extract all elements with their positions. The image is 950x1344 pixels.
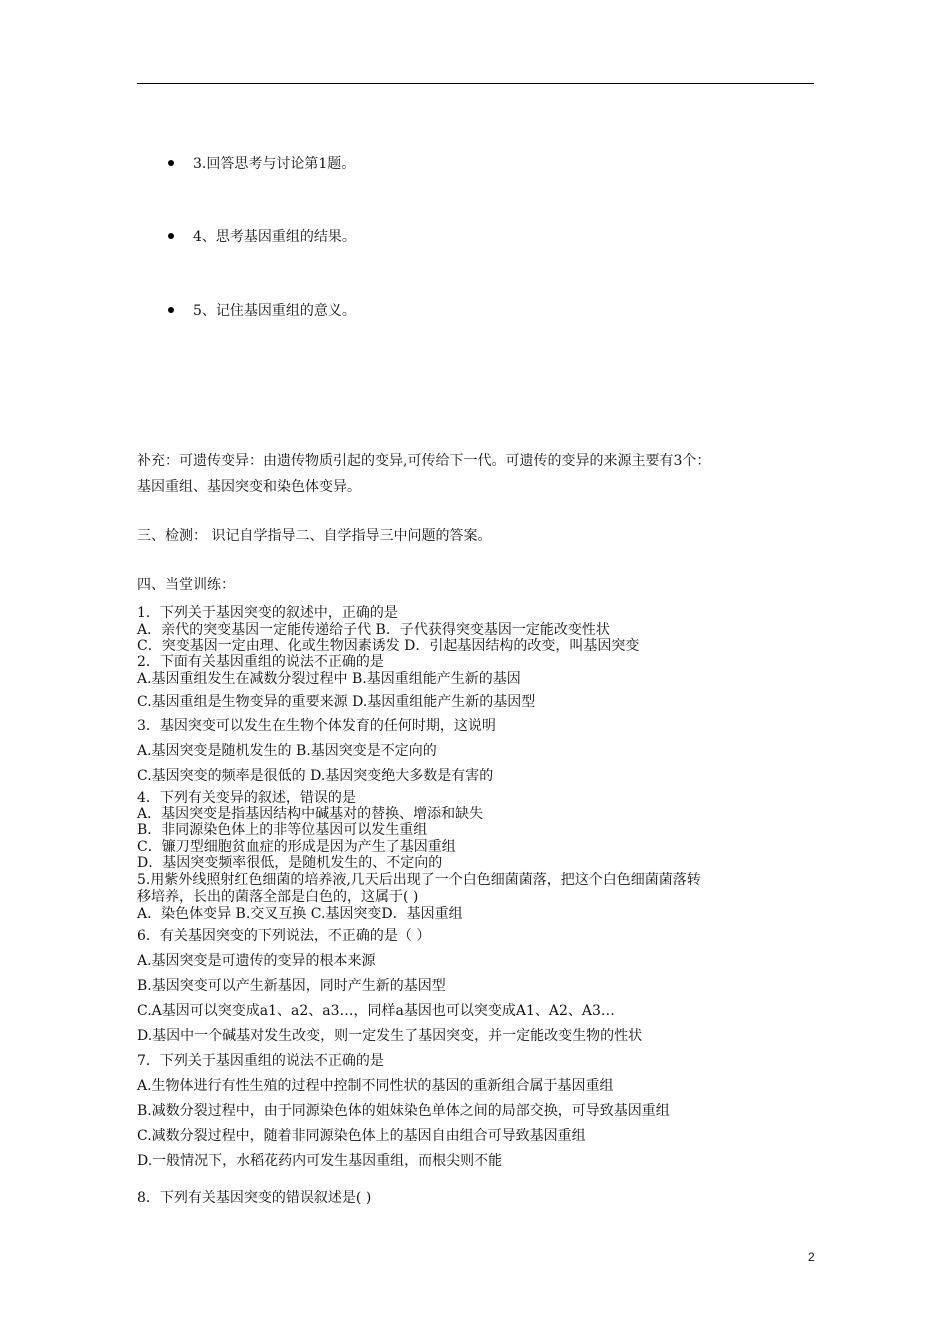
bullet-text: 5、记住基因重组的意义。	[193, 303, 356, 319]
question-option: D．基因突变频率很低，是随机发生的、不定向的	[137, 855, 443, 871]
section-heading: 四、当堂训练：	[137, 577, 235, 593]
bullet-item	[168, 228, 356, 246]
page-number: 2	[808, 1250, 815, 1264]
question-stem: 4．下列有关变异的叙述，错误的是	[137, 790, 356, 806]
question-option: B.减数分裂过程中，由于同源染色体的姐妹染色单体之间的局部交换，可导致基因重组	[137, 1103, 670, 1119]
question-option: C.A基因可以突变成a1、a2、a3…，同样a基因也可以突变成A1、A2、A3…	[137, 1003, 615, 1019]
question-option: A.生物体进行有性生殖的过程中控制不同性状的基因的重新组合属于基因重组	[137, 1078, 614, 1094]
question-option: C．突变基因一定由理、化或生物因素诱发 D．引起基因结构的改变，叫基因突变	[137, 638, 640, 654]
question-option: C.基因突变的频率是很低的 D.基因突变绝大多数是有害的	[137, 768, 494, 784]
question-option: A．染色体变异 B.交叉互换 C.基因突变D．基因重组	[137, 906, 463, 922]
bullet-text: 4、思考基因重组的结果。	[193, 229, 356, 245]
bullet-dot-icon	[168, 307, 174, 313]
bullet-text: 3.回答思考与讨论第1题。	[193, 156, 356, 172]
question-option: D.一般情况下，水稻花药内可发生基因重组，而根尖则不能	[137, 1153, 503, 1169]
question-stem: 3．基因突变可以发生在生物个体发育的任何时期，这说明	[137, 718, 496, 734]
bullet-dot-icon	[168, 233, 174, 239]
question-option: C.减数分裂过程中，随着非同源染色体上的基因自由组合可导致基因重组	[137, 1128, 586, 1144]
question-option: B．非同源染色体上的非等位基因可以发生重组	[137, 822, 428, 838]
question-option: A.基因突变是随机发生的 B.基因突变是不定向的	[137, 743, 437, 759]
question-option: D.基因中一个碱基对发生改变，则一定发生了基因突变，并一定能改变生物的性状	[137, 1028, 643, 1044]
question-stem: 5.用紫外线照射红色细菌的培养液,几天后出现了一个白色细菌菌落，把这个白色细菌菌落转	[137, 872, 701, 888]
question-stem: 8．下列有关基因突变的错误叙述是( )	[137, 1190, 372, 1206]
question-stem: 6．有关基因突变的下列说法，不正确的是（ ）	[137, 928, 431, 944]
question-option: C．镰刀型细胞贫血症的形成是因为产生了基因重组	[137, 839, 456, 855]
question-option: B.基因突变可以产生新基因，同时产生新的基因型	[137, 978, 446, 994]
question-option: A.基因突变是可遗传的变异的根本来源	[137, 953, 376, 969]
bullet-item	[168, 302, 356, 320]
bullet-item	[168, 155, 355, 173]
question-option: A．基因突变是指基因结构中碱基对的替换、增添和缺失	[137, 806, 484, 822]
question-stem: 移培养，长出的菌落全部是白色的，这属于( )	[137, 889, 419, 905]
supplement-line: 补充：可遗传变异：由遗传物质引起的变异,可传给下一代。可遗传的变异的来源主要有3个：	[137, 453, 711, 469]
supplement-line: 基因重组、基因突变和染色体变异。	[137, 479, 361, 495]
question-stem: 2．下面有关基因重组的说法不正确的是	[137, 654, 384, 670]
question-stem: 7．下列关于基因重组的说法不正确的是	[137, 1053, 384, 1069]
section-heading: 三、检测： 识记自学指导二、自学指导三中问题的答案。	[137, 528, 492, 544]
question-option: A.基因重组发生在减数分裂过程中 B.基因重组能产生新的基因	[137, 671, 521, 687]
question-option: A．亲代的突变基因一定能传递给子代 B．子代获得突变基因一定能改变性状	[137, 622, 610, 638]
question-option: C.基因重组是生物变异的重要来源 D.基因重组能产生新的基因型	[137, 694, 536, 710]
header-rule	[137, 83, 814, 84]
question-stem: 1．下列关于基因突变的叙述中，正确的是	[137, 605, 398, 621]
bullet-dot-icon	[168, 160, 174, 166]
